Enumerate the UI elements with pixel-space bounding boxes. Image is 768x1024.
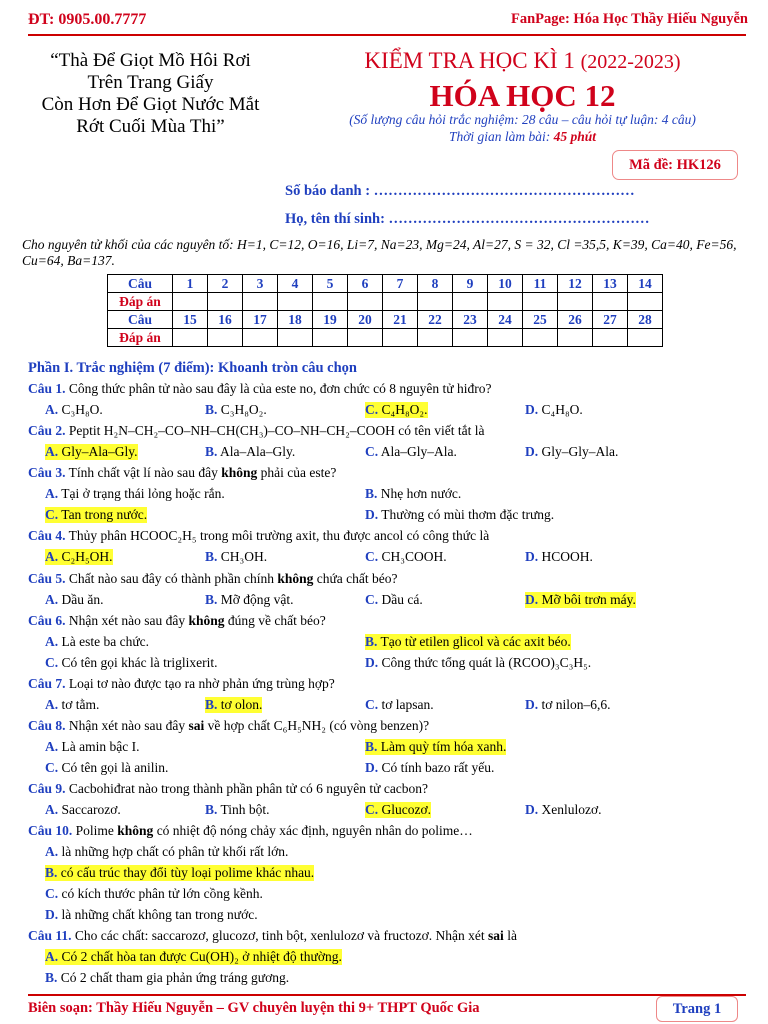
- option-text: Là amin bậc I.: [61, 739, 140, 754]
- option-c[interactable]: [365, 592, 423, 608]
- option-a[interactable]: [45, 802, 121, 818]
- option-text: HCOOH.: [541, 549, 593, 564]
- question-text: chứa chất béo?: [316, 571, 398, 586]
- answer-cell[interactable]: [173, 329, 208, 347]
- option-b[interactable]: [365, 486, 461, 502]
- question-number: 12: [558, 275, 593, 293]
- option-a-selected[interactable]: [45, 444, 138, 460]
- answer-cell[interactable]: [383, 329, 418, 347]
- question-text: Polime: [75, 823, 114, 838]
- option-a[interactable]: [45, 739, 139, 755]
- option-d[interactable]: [365, 507, 554, 523]
- answer-cell[interactable]: [418, 329, 453, 347]
- exam-code-badge: Mã đề: HK126: [612, 150, 738, 180]
- footer-divider: [28, 994, 746, 996]
- option-b[interactable]: [205, 802, 270, 818]
- answer-cell[interactable]: [453, 293, 488, 311]
- candidate-name-field[interactable]: Họ, tên thí sinh: ………………………………………………: [285, 211, 650, 227]
- option-text: Có tên gọi là anilin.: [61, 760, 169, 775]
- question-text: phải của este?: [260, 465, 337, 480]
- question-number: Câu 1.: [28, 381, 66, 396]
- question-8: [28, 718, 429, 734]
- answer-cell[interactable]: [243, 329, 278, 347]
- exam-time: [300, 129, 745, 145]
- footer-author: Biên soạn: Thầy Hiếu Nguyễn – GV chuyên luyện thi 9+ THPT Quốc Gia: [28, 1000, 480, 1016]
- option-a-selected[interactable]: [45, 949, 342, 965]
- option-letter: B.: [205, 444, 218, 459]
- answer-cell[interactable]: [593, 329, 628, 347]
- option-letter: B.: [365, 634, 378, 649]
- question-emphasis: sai: [188, 718, 205, 733]
- question-number: Câu 9.: [28, 781, 66, 796]
- question-number: 27: [593, 311, 628, 329]
- option-text: Có 2 chất hòa tan được Cu(OH)₂ ở nhiệt độ thường.: [61, 949, 342, 964]
- option-text: Có 2 chất tham gia phản ứng tráng gương.: [60, 970, 290, 985]
- option-letter: C.: [365, 697, 379, 712]
- option-d[interactable]: [45, 907, 258, 923]
- option-c[interactable]: [365, 549, 447, 565]
- row-label: Câu: [108, 275, 173, 293]
- option-text: C₃H₈O.: [61, 402, 103, 417]
- answer-cell[interactable]: [243, 293, 278, 311]
- option-b-selected[interactable]: [45, 865, 314, 881]
- question-number: 21: [383, 311, 418, 329]
- option-text: Gly–Gly–Ala.: [541, 444, 619, 459]
- option-text: tơ nilon–6,6.: [541, 697, 611, 712]
- option-text: Là este ba chức.: [61, 634, 150, 649]
- exam-note: (Số lượng câu hỏi trắc nghiệm: 28 câu – câu hỏi tự luận: 4 câu): [349, 112, 696, 127]
- question-text: về hợp chất C₆H₅NH₂ (có vòng benzen)?: [207, 718, 430, 733]
- option-c-selected[interactable]: [45, 507, 147, 523]
- option-d[interactable]: [365, 760, 494, 776]
- question-text: Nhận xét nào sau đây: [68, 613, 186, 628]
- question-10: [28, 823, 473, 839]
- option-text: CH₃OH.: [220, 549, 268, 564]
- option-letter: A.: [45, 844, 59, 859]
- option-text: Glucozơ.: [381, 802, 431, 817]
- question-number: 7: [383, 275, 418, 293]
- question-number: 23: [453, 311, 488, 329]
- option-letter: D.: [525, 592, 539, 607]
- exam-title-text: KIỂM TRA HỌC KÌ 1: [364, 48, 575, 73]
- phone-number: ĐT: 0905.00.7777: [28, 11, 147, 28]
- option-b[interactable]: [205, 592, 294, 608]
- row-label: Đáp án: [108, 293, 173, 311]
- option-letter: C.: [365, 592, 379, 607]
- option-text: Tạo từ etilen glicol và các axit béo.: [380, 634, 571, 649]
- question-9: [28, 781, 428, 797]
- option-a[interactable]: [45, 486, 225, 502]
- option-b[interactable]: [205, 549, 267, 565]
- question-emphasis: sai: [488, 928, 504, 943]
- option-letter: A.: [45, 697, 59, 712]
- option-c-selected[interactable]: [365, 802, 431, 818]
- option-text: là những chất không tan trong nước.: [61, 907, 258, 922]
- option-c[interactable]: [45, 886, 263, 902]
- option-text: có cấu trúc thay đổi tùy loại polime khác nhau.: [60, 865, 315, 880]
- question-text: đúng về chất béo?: [227, 613, 326, 628]
- option-d[interactable]: [525, 697, 611, 713]
- option-text: Có tính bazo rất yếu.: [381, 760, 495, 775]
- option-text: tơ lapsan.: [381, 697, 434, 712]
- option-letter: D.: [45, 907, 59, 922]
- option-d[interactable]: [525, 444, 618, 460]
- option-text: Dầu ăn.: [61, 592, 104, 607]
- answer-cell[interactable]: [383, 293, 418, 311]
- time-label: Thời gian làm bài:: [448, 129, 551, 144]
- question-number: 25: [523, 311, 558, 329]
- header-divider: [28, 34, 746, 36]
- option-d[interactable]: [525, 549, 593, 565]
- question-number: Câu 6.: [28, 613, 66, 628]
- question-number: 8: [418, 275, 453, 293]
- option-text: Saccarozơ.: [61, 802, 121, 817]
- option-letter: A.: [45, 949, 59, 964]
- option-text: Dầu cá.: [381, 592, 423, 607]
- question-number: 5: [313, 275, 348, 293]
- option-c[interactable]: [365, 444, 457, 460]
- table-row: [108, 293, 663, 311]
- answer-cell[interactable]: [348, 329, 383, 347]
- option-letter: B.: [365, 739, 378, 754]
- table-row: [108, 275, 663, 293]
- option-letter: C.: [45, 507, 59, 522]
- option-a[interactable]: [45, 402, 103, 418]
- option-letter: D.: [365, 760, 379, 775]
- page-number: Trang 1: [656, 996, 738, 1022]
- option-letter: A.: [45, 802, 59, 817]
- option-letter: D.: [525, 402, 539, 417]
- question-number: 15: [173, 311, 208, 329]
- option-c[interactable]: [365, 697, 434, 713]
- option-text: Làm quỳ tím hóa xanh.: [380, 739, 507, 754]
- time-value: 45 phút: [553, 129, 597, 144]
- option-text: Ala–Ala–Gly.: [220, 444, 296, 459]
- option-letter: A.: [45, 444, 59, 459]
- question-emphasis: không: [117, 823, 154, 838]
- motto-quote: [28, 50, 273, 138]
- option-text: C₄H₈O.: [541, 402, 583, 417]
- option-d[interactable]: [525, 802, 602, 818]
- question-number: Câu 10.: [28, 823, 73, 838]
- question-text: Nhận xét nào sau đây: [68, 718, 186, 733]
- answer-cell[interactable]: [348, 293, 383, 311]
- option-b-selected[interactable]: [365, 634, 571, 650]
- option-letter: D.: [525, 549, 539, 564]
- option-text: Có tên gọi khác là triglixerit.: [61, 655, 218, 670]
- question-text: Loại tơ nào được tạo ra nhờ phản ứng trùng hợp?: [68, 676, 335, 691]
- question-5: [28, 571, 398, 587]
- option-text: Ala–Gly–Ala.: [380, 444, 457, 459]
- answer-cell[interactable]: [488, 329, 523, 347]
- question-number: 19: [313, 311, 348, 329]
- atomic-masses: Cho nguyên tử khối của các nguyên tố: H=1, C=12, O=16, Li=7, Na=23, Mg=24, Al=27, S = 32, Cl =35,5, K=39, Ca=40, Fe=56, Cu=64, Ba=137.: [22, 237, 737, 268]
- option-a[interactable]: [45, 844, 288, 860]
- option-b-selected[interactable]: [205, 697, 262, 713]
- option-text: Xenlulozơ.: [541, 802, 602, 817]
- answer-cell[interactable]: [488, 293, 523, 311]
- question-11: [28, 928, 517, 944]
- option-letter: B.: [205, 549, 218, 564]
- option-text: là những hợp chất có phân tử khối rất lớn.: [61, 844, 289, 859]
- option-letter: D.: [525, 444, 539, 459]
- question-number: Câu 3.: [28, 465, 66, 480]
- option-a[interactable]: [45, 592, 103, 608]
- option-letter: D.: [365, 507, 379, 522]
- question-text: Chất nào sau đây có thành phần chính: [68, 571, 274, 586]
- option-text: Tinh bột.: [220, 802, 270, 817]
- option-letter: B.: [205, 592, 218, 607]
- question-7: [28, 676, 335, 692]
- answer-cell[interactable]: [313, 329, 348, 347]
- option-letter: A.: [45, 739, 59, 754]
- question-text: là: [507, 928, 517, 943]
- option-letter: C.: [365, 402, 379, 417]
- option-text: C₃H₈O₂.: [220, 402, 267, 417]
- option-a[interactable]: [45, 634, 149, 650]
- option-text: C₄H₈O₂.: [381, 402, 428, 417]
- option-text: Gly–Ala–Gly.: [61, 444, 138, 459]
- option-letter: A.: [45, 634, 59, 649]
- option-text: Mỡ động vật.: [220, 592, 294, 607]
- question-number: Câu 11.: [28, 928, 72, 943]
- option-letter: C.: [365, 549, 379, 564]
- question-number: 3: [243, 275, 278, 293]
- option-text: Nhẹ hơn nước.: [380, 486, 462, 501]
- question-3: [28, 465, 336, 481]
- option-letter: C.: [365, 802, 379, 817]
- question-text: Thủy phân HCOOC₂H₅ trong môi trường axit, thu được ancol có công thức là: [68, 528, 490, 543]
- answer-cell[interactable]: [628, 329, 663, 347]
- answer-cell[interactable]: [453, 329, 488, 347]
- option-letter: B.: [205, 402, 218, 417]
- question-text: Peptit H₂N–CH₂–CO–NH–CH(CH₃)–CO–NH–CH₂–COOH có tên viết tắt là: [68, 423, 485, 438]
- option-letter: C.: [45, 760, 59, 775]
- answer-cell[interactable]: [628, 293, 663, 311]
- answer-cell[interactable]: [593, 293, 628, 311]
- question-text: Công thức phân tử nào sau đây là của este no, đơn chức có 8 nguyên tử hiđro?: [68, 381, 492, 396]
- answer-cell[interactable]: [313, 293, 348, 311]
- question-emphasis: không: [221, 465, 258, 480]
- option-letter: A.: [45, 549, 59, 564]
- section-heading: Phần I. Trắc nghiệm (7 điểm): Khoanh tròn câu chọn: [28, 360, 357, 376]
- table-row: [108, 329, 663, 347]
- question-number: 9: [453, 275, 488, 293]
- question-number: 4: [278, 275, 313, 293]
- question-2: [28, 423, 484, 439]
- option-letter: C.: [45, 655, 59, 670]
- question-text: có nhiệt độ nóng chảy xác định, nguyên nhân do polime…: [156, 823, 473, 838]
- answer-cell[interactable]: [558, 329, 593, 347]
- option-text: C₂H₅OH.: [61, 549, 113, 564]
- question-number: Câu 7.: [28, 676, 66, 691]
- option-b[interactable]: [205, 402, 267, 418]
- option-letter: D.: [525, 802, 539, 817]
- question-emphasis: không: [188, 613, 225, 628]
- question-number: Câu 2.: [28, 423, 66, 438]
- answer-cell[interactable]: [278, 329, 313, 347]
- question-6: [28, 613, 326, 629]
- quote-line: Rớt Cuối Mùa Thi”: [76, 116, 225, 137]
- option-letter: C.: [365, 444, 379, 459]
- quote-line: Trên Trang Giấy: [87, 72, 214, 93]
- option-text: Tan trong nước.: [61, 507, 148, 522]
- question-number: 6: [348, 275, 383, 293]
- option-a[interactable]: [45, 697, 99, 713]
- question-text: Tính chất vật lí nào sau đây: [68, 465, 218, 480]
- option-letter: A.: [45, 486, 59, 501]
- row-label: Đáp án: [108, 329, 173, 347]
- option-letter: B.: [365, 486, 378, 501]
- answer-cell[interactable]: [523, 329, 558, 347]
- question-number: Câu 8.: [28, 718, 66, 733]
- question-number: 28: [628, 311, 663, 329]
- quote-line: “Thà Để Giọt Mồ Hôi Rơi: [50, 50, 251, 71]
- option-b[interactable]: [205, 444, 295, 460]
- option-letter: B.: [45, 865, 58, 880]
- question-number: 10: [488, 275, 523, 293]
- question-number: 2: [208, 275, 243, 293]
- option-a-selected[interactable]: [45, 549, 113, 565]
- option-letter: A.: [45, 402, 59, 417]
- question-text: Cho các chất: saccarozơ, glucozơ, tinh bột, xenlulozơ và fructozơ. Nhận xét: [74, 928, 485, 943]
- option-b[interactable]: [45, 970, 289, 986]
- option-text: tơ tằm.: [61, 697, 100, 712]
- option-text: Mỡ bôi trơn máy.: [541, 592, 636, 607]
- option-letter: D.: [525, 697, 539, 712]
- option-c[interactable]: [45, 760, 168, 776]
- question-number: 16: [208, 311, 243, 329]
- exam-year: (2022-2023): [580, 51, 681, 73]
- option-letter: B.: [205, 697, 218, 712]
- answer-cell[interactable]: [523, 293, 558, 311]
- question-number: Câu 5.: [28, 571, 66, 586]
- question-1: [28, 381, 491, 397]
- option-text: Công thức tổng quát là (RCOO)₃C₃H₅.: [381, 655, 592, 670]
- option-d[interactable]: [365, 655, 591, 671]
- question-number: 20: [348, 311, 383, 329]
- candidate-number-field[interactable]: Số báo danh : ………………………………………………: [285, 183, 635, 199]
- answer-cell[interactable]: [208, 329, 243, 347]
- option-d[interactable]: [525, 402, 583, 418]
- option-d-selected[interactable]: [525, 592, 636, 608]
- option-letter: D.: [365, 655, 379, 670]
- option-text: Tại ở trạng thái lỏng hoặc rắn.: [61, 486, 225, 501]
- option-letter: B.: [205, 802, 218, 817]
- quote-line: Còn Hơn Để Giọt Nước Mắt: [41, 94, 260, 115]
- exam-subject: HÓA HỌC 12: [429, 78, 616, 113]
- question-text: Cacbohiđrat nào trong thành phần phân tử có 6 nguyên tử cacbon?: [68, 781, 429, 796]
- option-text: có kích thước phân tử lớn cồng kềnh.: [61, 886, 263, 901]
- option-text: tơ olon.: [220, 697, 263, 712]
- answer-table: [107, 274, 663, 347]
- option-letter: B.: [45, 970, 58, 985]
- option-letter: C.: [45, 886, 59, 901]
- question-number: 22: [418, 311, 453, 329]
- option-c-selected[interactable]: [365, 402, 428, 418]
- answer-cell[interactable]: [558, 293, 593, 311]
- question-number: 14: [628, 275, 663, 293]
- question-number: 24: [488, 311, 523, 329]
- question-number: 13: [593, 275, 628, 293]
- answer-cell[interactable]: [208, 293, 243, 311]
- question-number: 17: [243, 311, 278, 329]
- question-number: 18: [278, 311, 313, 329]
- row-label: Câu: [108, 311, 173, 329]
- option-text: Thường có mùi thơm đặc trưng.: [381, 507, 555, 522]
- answer-cell[interactable]: [418, 293, 453, 311]
- question-number: Câu 4.: [28, 528, 66, 543]
- option-c[interactable]: [45, 655, 217, 671]
- question-number: 11: [523, 275, 558, 293]
- option-text: CH₃COOH.: [381, 549, 447, 564]
- table-row: [108, 311, 663, 329]
- answer-cell[interactable]: [173, 293, 208, 311]
- answer-cell[interactable]: [278, 293, 313, 311]
- question-number: 1: [173, 275, 208, 293]
- fanpage-link[interactable]: FanPage: Hóa Học Thầy Hiếu Nguyễn: [511, 11, 748, 27]
- exam-title: [300, 48, 745, 74]
- question-number: 26: [558, 311, 593, 329]
- question-emphasis: không: [277, 571, 314, 586]
- question-4: [28, 528, 489, 544]
- option-letter: A.: [45, 592, 59, 607]
- option-b-selected[interactable]: [365, 739, 506, 755]
